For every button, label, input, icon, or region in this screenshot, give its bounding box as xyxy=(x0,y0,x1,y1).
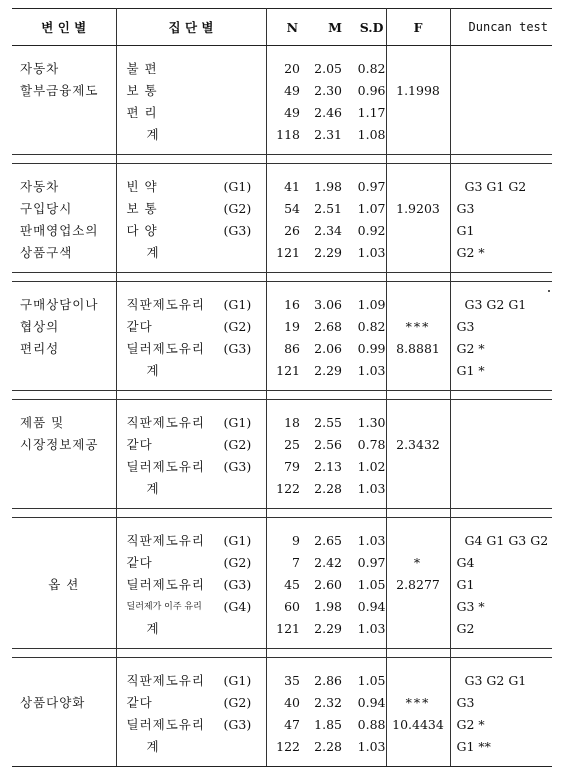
group-name: 직판제도유리 xyxy=(126,415,205,430)
f-value xyxy=(387,670,450,692)
section-divider xyxy=(12,273,552,282)
n-value: 118 xyxy=(276,127,300,142)
n-value: 18 xyxy=(284,415,300,430)
mean-value: 1.98 xyxy=(314,599,342,614)
group-cell xyxy=(116,46,266,155)
group-code: (G3) xyxy=(223,717,252,732)
group-label xyxy=(117,552,266,574)
group-code: (G1) xyxy=(223,673,252,688)
f-value xyxy=(387,176,450,198)
mean-value: 2.05 xyxy=(314,61,342,76)
f-value xyxy=(387,412,450,434)
variable-label: 구입당시 xyxy=(20,201,73,216)
group-name: 계 xyxy=(146,363,160,378)
variable-label: 자동차 xyxy=(20,179,60,194)
duncan-value: G1 xyxy=(456,223,475,238)
group-code xyxy=(224,242,266,264)
duncan-value xyxy=(451,102,553,124)
variable-cell xyxy=(12,400,116,509)
group-code: (G3) xyxy=(223,577,252,592)
variable-cell xyxy=(12,518,116,649)
sd-value: 1.03 xyxy=(357,621,386,636)
group-code: (G2) xyxy=(223,319,252,334)
sd-value: 0.99 xyxy=(357,341,386,356)
group-code: (G1) xyxy=(223,533,252,548)
n-value: 7 xyxy=(292,555,300,570)
sd-value: 1.03 xyxy=(357,363,386,378)
f-value: *** xyxy=(405,319,431,334)
duncan-cell xyxy=(450,282,552,391)
n-value: 54 xyxy=(284,201,300,216)
variable-label xyxy=(12,530,116,552)
mean-value: 2.56 xyxy=(314,437,342,452)
header-variable: 변 인 별 xyxy=(12,9,116,46)
mean-value: 1.85 xyxy=(314,717,342,732)
group-name: 직판제도유리 xyxy=(126,297,205,312)
group-code xyxy=(224,736,266,758)
sd-value: 1.03 xyxy=(357,481,386,496)
group-name: 딜러제도유리 xyxy=(126,459,205,474)
f-value xyxy=(387,220,450,242)
group-label xyxy=(117,692,266,714)
section-divider xyxy=(12,509,552,518)
mean-value: 2.13 xyxy=(314,459,342,474)
duncan-value: G3 G1 G2 xyxy=(464,179,527,194)
mean-value: 2.32 xyxy=(314,695,342,710)
variable-cell xyxy=(12,46,116,155)
group-name: 계 xyxy=(146,245,160,260)
group-name: 같다 xyxy=(126,695,153,710)
group-label xyxy=(117,220,266,242)
sd-value: 1.07 xyxy=(357,201,386,216)
mean-value: 2.42 xyxy=(314,555,342,570)
mean-value: 2.55 xyxy=(314,415,342,430)
group-name: 같다 xyxy=(126,319,153,334)
f-value: 10.4434 xyxy=(392,717,444,732)
duncan-value: G3 xyxy=(456,319,475,334)
f-value xyxy=(387,242,450,264)
mean-value: 2.29 xyxy=(314,363,342,378)
group-code: (G2) xyxy=(223,437,252,452)
n-value: 16 xyxy=(284,297,300,312)
group-code: (G2) xyxy=(223,695,252,710)
variable-label: 제품 및 xyxy=(20,415,65,430)
section-row xyxy=(12,518,552,649)
duncan-value: G4 xyxy=(456,555,475,570)
group-code: (G3) xyxy=(223,459,252,474)
anova-table xyxy=(12,8,552,767)
n-cell xyxy=(266,400,300,509)
n-value: 20 xyxy=(284,61,300,76)
group-label xyxy=(117,530,266,552)
group-label xyxy=(117,434,266,456)
sd-value: 1.30 xyxy=(357,415,386,430)
duncan-value: G2 * xyxy=(456,341,485,356)
f-value xyxy=(387,102,450,124)
sd-value: 0.92 xyxy=(357,223,386,238)
group-code xyxy=(224,80,266,102)
header-m: M xyxy=(300,9,346,46)
group-name: 직판제도유리 xyxy=(126,673,205,688)
group-name: 계 xyxy=(146,127,160,142)
scan-speck xyxy=(548,290,550,292)
duncan-cell xyxy=(450,400,552,509)
group-cell xyxy=(116,164,266,273)
f-cell xyxy=(386,400,450,509)
section-row xyxy=(12,46,552,155)
f-value xyxy=(387,618,450,640)
header-duncan: Duncan test xyxy=(450,9,552,46)
sd-value: 1.05 xyxy=(357,577,386,592)
variable-cell xyxy=(12,658,116,767)
duncan-value xyxy=(451,456,553,478)
group-name: 다 양 xyxy=(126,223,158,238)
group-code: (G1) xyxy=(223,297,252,312)
n-cell xyxy=(266,658,300,767)
group-code: (G3) xyxy=(223,223,252,238)
sd-value: 1.08 xyxy=(357,127,386,142)
duncan-cell xyxy=(450,518,552,649)
n-value: 47 xyxy=(284,717,300,732)
n-value: 49 xyxy=(284,83,300,98)
sd-value: 0.88 xyxy=(357,717,386,732)
group-code: (G3) xyxy=(223,341,252,356)
sd-cell xyxy=(346,282,386,391)
header-n: N xyxy=(266,9,300,46)
duncan-value: G2 xyxy=(456,621,475,636)
group-code: (G2) xyxy=(223,201,252,216)
section-divider xyxy=(12,155,552,164)
group-label xyxy=(117,316,266,338)
duncan-value: G3 G2 G1 xyxy=(464,673,527,688)
group-name: 딜러제도유리 xyxy=(126,717,205,732)
mean-value: 2.60 xyxy=(314,577,342,592)
mean-cell xyxy=(300,658,346,767)
f-value: 2.3432 xyxy=(396,437,440,452)
variable-cell xyxy=(12,164,116,273)
f-cell xyxy=(386,518,450,649)
section-row xyxy=(12,658,552,767)
group-label xyxy=(117,456,266,478)
variable-label: 상품다양화 xyxy=(20,695,86,710)
n-value: 35 xyxy=(284,673,300,688)
f-value xyxy=(387,456,450,478)
variable-label: 시장정보제공 xyxy=(20,437,99,452)
group-code: (G1) xyxy=(223,415,252,430)
variable-label: 상품구색 xyxy=(20,245,73,260)
sd-cell xyxy=(346,164,386,273)
n-cell xyxy=(266,282,300,391)
duncan-value xyxy=(451,58,553,80)
variable-label: 편리성 xyxy=(20,341,60,356)
duncan-value xyxy=(451,80,553,102)
n-value: 122 xyxy=(276,481,300,496)
group-code xyxy=(224,124,266,146)
group-code xyxy=(224,618,266,640)
duncan-value: G3 * xyxy=(456,599,485,614)
group-name: 계 xyxy=(146,481,160,496)
n-value: 26 xyxy=(284,223,300,238)
f-value xyxy=(387,294,450,316)
group-code: (G2) xyxy=(223,555,252,570)
sd-cell xyxy=(346,658,386,767)
n-value: 86 xyxy=(284,341,300,356)
sd-cell xyxy=(346,518,386,649)
group-cell xyxy=(116,400,266,509)
n-value: 45 xyxy=(284,577,300,592)
variable-label: 옵 션 xyxy=(48,577,80,592)
group-label xyxy=(117,176,266,198)
section-divider xyxy=(12,391,552,400)
sd-value: 1.03 xyxy=(357,245,386,260)
group-name: 딜러제도유리 xyxy=(126,341,205,356)
group-label xyxy=(117,102,266,124)
f-value: *** xyxy=(405,695,431,710)
group-name: 빈 약 xyxy=(126,179,158,194)
mean-value: 3.06 xyxy=(314,297,342,312)
group-label xyxy=(117,412,266,434)
variable-cell xyxy=(12,282,116,391)
sd-value: 0.78 xyxy=(357,437,386,452)
group-name: 계 xyxy=(146,621,160,636)
group-name: 편 리 xyxy=(126,105,158,120)
group-label xyxy=(117,198,266,220)
group-label xyxy=(117,670,266,692)
sd-value: 1.03 xyxy=(357,533,386,548)
group-name: 같다 xyxy=(126,437,153,452)
f-value xyxy=(387,58,450,80)
group-name: 딜러제가 이주 유리 xyxy=(126,602,202,612)
group-label xyxy=(117,574,266,596)
n-cell xyxy=(266,518,300,649)
section-divider xyxy=(12,649,552,658)
variable-label: 자동차 xyxy=(20,61,60,76)
mean-value: 2.28 xyxy=(314,739,342,754)
sd-value: 0.96 xyxy=(357,83,386,98)
group-total-label xyxy=(117,242,266,264)
sd-value: 0.97 xyxy=(357,555,386,570)
variable-label xyxy=(12,670,116,692)
header-row xyxy=(12,9,552,46)
table-body xyxy=(12,46,552,767)
f-value: * xyxy=(413,555,423,570)
mean-value: 2.31 xyxy=(314,127,342,142)
n-cell xyxy=(266,164,300,273)
sd-value: 1.02 xyxy=(357,459,386,474)
group-cell xyxy=(116,282,266,391)
n-value: 49 xyxy=(284,105,300,120)
group-name: 딜러제도유리 xyxy=(126,577,205,592)
f-value: 8.8881 xyxy=(396,341,440,356)
section-row xyxy=(12,164,552,273)
duncan-value: G1 xyxy=(456,577,475,592)
variable-label: 판매영업소의 xyxy=(20,223,99,238)
mean-cell xyxy=(300,400,346,509)
group-total-label xyxy=(117,478,266,500)
mean-cell xyxy=(300,46,346,155)
sd-value: 1.05 xyxy=(357,673,386,688)
f-value xyxy=(387,530,450,552)
section-row xyxy=(12,282,552,391)
n-value: 41 xyxy=(284,179,300,194)
n-value: 121 xyxy=(276,245,300,260)
f-value xyxy=(387,596,450,618)
mean-cell xyxy=(300,282,346,391)
n-value: 79 xyxy=(284,459,300,474)
group-label xyxy=(117,58,266,80)
f-value xyxy=(387,478,450,500)
group-total-label xyxy=(117,736,266,758)
group-name: 계 xyxy=(146,739,160,754)
mean-cell xyxy=(300,164,346,273)
group-code: (G4) xyxy=(223,599,252,614)
f-value xyxy=(387,124,450,146)
sd-value: 0.94 xyxy=(357,695,386,710)
mean-value: 2.30 xyxy=(314,83,342,98)
f-value: 1.9203 xyxy=(396,201,440,216)
sd-cell xyxy=(346,400,386,509)
duncan-value xyxy=(451,124,553,146)
header-f: F xyxy=(386,9,450,46)
mean-value: 2.68 xyxy=(314,319,342,334)
group-label xyxy=(117,80,266,102)
duncan-value xyxy=(451,412,553,434)
n-value: 40 xyxy=(284,695,300,710)
mean-value: 2.86 xyxy=(314,673,342,688)
mean-value: 2.51 xyxy=(314,201,342,216)
duncan-value: G4 G1 G3 G2 xyxy=(464,533,549,548)
sd-value: 0.94 xyxy=(357,599,386,614)
mean-value: 2.34 xyxy=(314,223,342,238)
mean-value: 2.28 xyxy=(314,481,342,496)
group-label xyxy=(117,338,266,360)
group-code xyxy=(224,360,266,382)
duncan-cell xyxy=(450,658,552,767)
sd-value: 1.09 xyxy=(357,297,386,312)
sd-value: 1.17 xyxy=(357,105,386,120)
duncan-value: G3 G2 G1 xyxy=(464,297,527,312)
variable-label: 협상의 xyxy=(20,319,60,334)
n-value: 122 xyxy=(276,739,300,754)
f-cell xyxy=(386,46,450,155)
mean-value: 2.29 xyxy=(314,621,342,636)
group-cell xyxy=(116,658,266,767)
f-value: 2.8277 xyxy=(396,577,440,592)
sd-value: 1.03 xyxy=(357,739,386,754)
sd-value: 0.82 xyxy=(357,61,386,76)
n-value: 121 xyxy=(276,363,300,378)
duncan-cell xyxy=(450,46,552,155)
group-name: 보 통 xyxy=(126,83,158,98)
f-cell xyxy=(386,658,450,767)
n-value: 9 xyxy=(292,533,300,548)
group-code xyxy=(224,478,266,500)
mean-value: 1.98 xyxy=(314,179,342,194)
duncan-value: G2 * xyxy=(456,245,485,260)
n-cell xyxy=(266,46,300,155)
sd-value: 0.82 xyxy=(357,319,386,334)
duncan-cell xyxy=(450,164,552,273)
n-value: 60 xyxy=(284,599,300,614)
f-cell xyxy=(386,282,450,391)
group-cell xyxy=(116,518,266,649)
group-name: 불 편 xyxy=(126,61,158,76)
sd-value: 0.97 xyxy=(357,179,386,194)
duncan-value: G3 xyxy=(456,201,475,216)
group-name: 직판제도유리 xyxy=(126,533,205,548)
duncan-value: G1 * xyxy=(456,363,485,378)
mean-value: 2.65 xyxy=(314,533,342,548)
duncan-value xyxy=(451,478,553,500)
f-value xyxy=(387,736,450,758)
group-total-label xyxy=(117,618,266,640)
variable-label: 구매상담이나 xyxy=(20,297,99,312)
group-code xyxy=(224,58,266,80)
mean-value: 2.46 xyxy=(314,105,342,120)
mean-value: 2.06 xyxy=(314,341,342,356)
group-label xyxy=(117,596,266,618)
group-name: 보 통 xyxy=(126,201,158,216)
duncan-value xyxy=(451,434,553,456)
header-sd: S.D xyxy=(346,9,386,46)
n-value: 121 xyxy=(276,621,300,636)
n-value: 19 xyxy=(284,319,300,334)
variable-label xyxy=(12,552,116,574)
duncan-value: G2 * xyxy=(456,717,485,732)
group-name: 같다 xyxy=(126,555,153,570)
duncan-value: G1 ** xyxy=(456,739,491,754)
group-total-label xyxy=(117,124,266,146)
variable-label: 할부금융제도 xyxy=(20,83,99,98)
group-code: (G1) xyxy=(223,179,252,194)
duncan-value: G3 xyxy=(456,695,475,710)
group-label xyxy=(117,714,266,736)
mean-value: 2.29 xyxy=(314,245,342,260)
group-code xyxy=(224,102,266,124)
section-row xyxy=(12,400,552,509)
sd-cell xyxy=(346,46,386,155)
f-value xyxy=(387,360,450,382)
n-value: 25 xyxy=(284,437,300,452)
header-group: 집 단 별 xyxy=(116,9,266,46)
f-value: 1.1998 xyxy=(396,83,440,98)
mean-cell xyxy=(300,518,346,649)
group-label xyxy=(117,294,266,316)
group-total-label xyxy=(117,360,266,382)
f-cell xyxy=(386,164,450,273)
